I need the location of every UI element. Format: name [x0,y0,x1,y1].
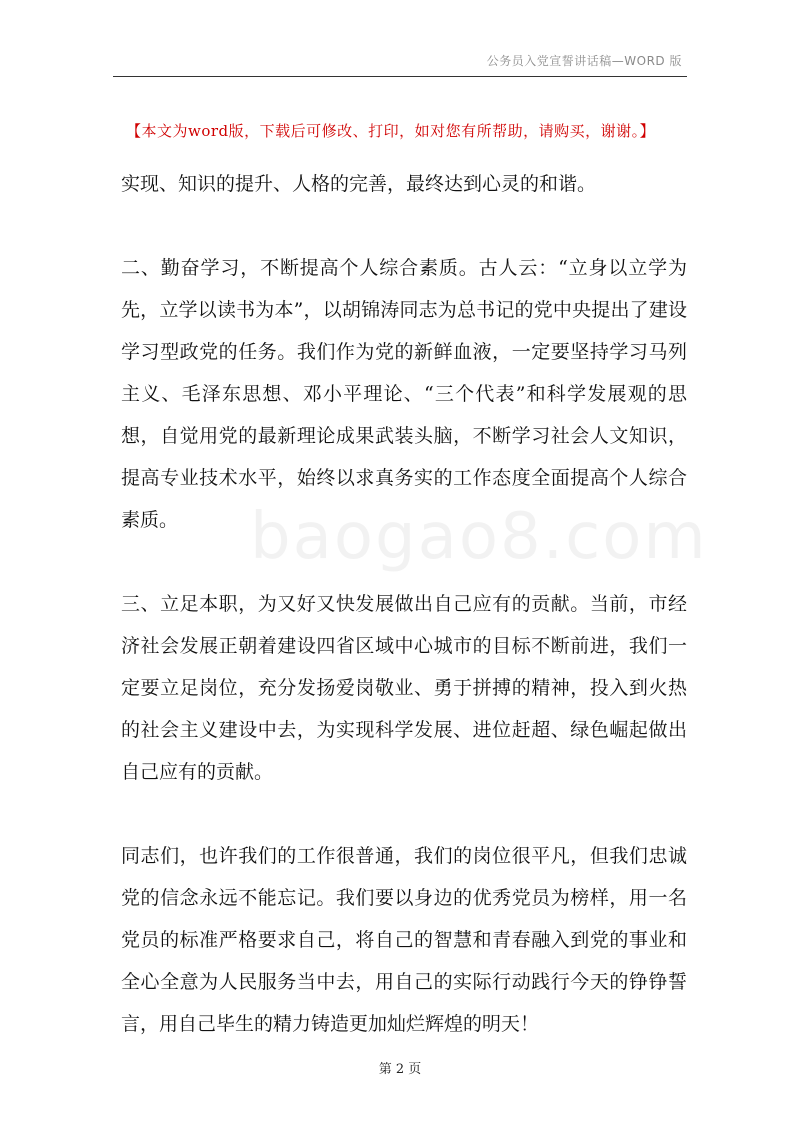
page-number: 第 2 页 [378,1062,422,1077]
header-divider [113,76,687,77]
document-body [121,163,687,1045]
purchase-notice: 【本文为word版，下载后可修改、打印，如对您有所帮助，请购买，谢谢。】 [126,122,656,140]
watermark: baogao8.com [250,500,708,574]
paragraph-4: 同志们，也许我们的工作很普通，我们的岗位很平凡，但我们忠诚党的信念永远不能忘记。我们要以身边的优秀党员为榜样，用一名党员的标准严格要求自己，将自己的智慧和青春融入到党的事业和全心全意为人民服务当中去，用自己的实际行动践行今天的铮铮誓言，用自己毕生的精力铸造更加灿烂辉煌的明天！ [121,845,687,1035]
page-header-title: 公务员入党宣誓讲话稿—WORD 版 [486,54,682,68]
paragraph-2: 二、勤奋学习，不断提高个人综合素质。古人云：“立身以立学为先，立学以读书为本”，以胡锦涛同志为总书记的党中央提出了建设学习型政党的任务。我们作为党的新鲜血液，一定要坚持学习马列主义、毛泽东思想、邓小平理论、“三个代表”和科学发展观的思想，自觉用党的最新理论成果武装头脑，不断学习社会人文知识，提高专业技术水平，始终以求真务实的工作态度全面提高个人综合素质。 [121,257,687,531]
paragraph-3: 三、立足本职，为又好又快发展做出自己应有的贡献。当前，市经济社会发展正朝着建设四省区域中心城市的目标不断前进，我们一定要立足岗位，充分发扬爱岗敬业、勇于拼搏的精神，投入到火热的社会主义建设中去，为实现科学发展、进位赶超、绿色崛起做出自己应有的贡献。 [121,593,687,783]
paragraph-1: 实现、知识的提升、人格的完善，最终达到心灵的和谐。 [121,173,597,195]
